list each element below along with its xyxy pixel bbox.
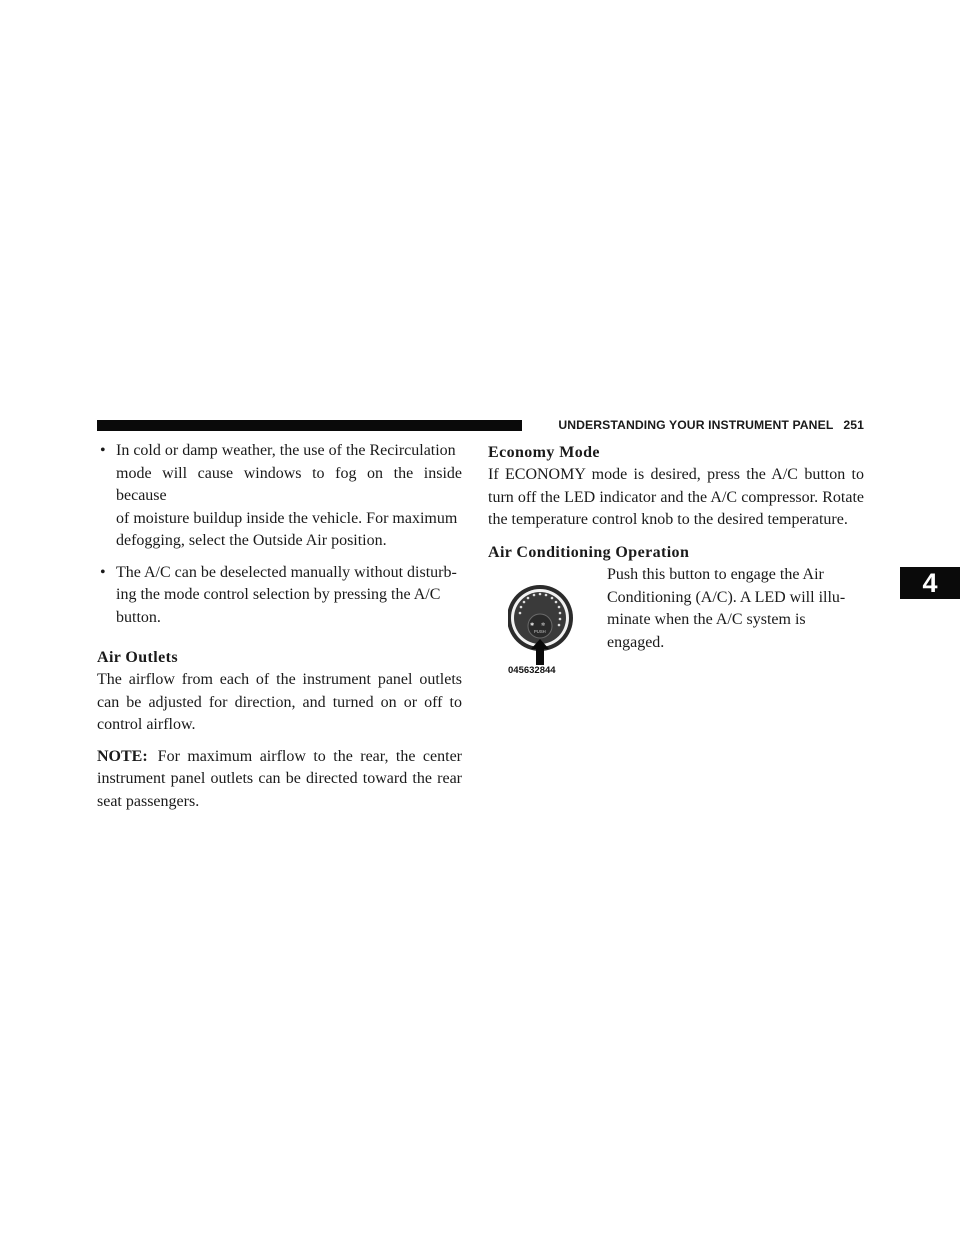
note-paragraph [97, 746, 462, 814]
ac-button-figure [508, 577, 603, 679]
note-label: NOTE: [97, 747, 148, 765]
right-column [488, 442, 864, 564]
left-column [97, 440, 462, 813]
economy-mode-heading: Economy Mode [488, 444, 600, 461]
air-outlets-heading: Air Outlets [97, 649, 178, 666]
bullet-dot-icon: • [100, 563, 106, 581]
page-number: 251 [843, 418, 864, 432]
chapter-tab: 4 [900, 567, 960, 599]
bullet-text: The A/C can be deselected manually without disturb- ing the mode control selection by pressing the A/C button. [116, 563, 457, 626]
header-rule-bar [97, 420, 522, 431]
economy-mode-paragraph: If ECONOMY mode is desired, press the A/C button to turn off the LED indicator and the A/C compressor. Rotate the temperature control knob to the desired temperature. [488, 466, 864, 528]
ac-knob-illustration [508, 577, 603, 665]
section-title: UNDERSTANDING YOUR INSTRUMENT PANEL [558, 418, 834, 432]
note-text: For maximum airflow to the rear, the center instrument panel outlets can be directed toward the rear seat passengers. [97, 747, 462, 810]
ac-snowflake-icon: ✱ [530, 622, 535, 628]
bullet-dot-icon: • [100, 442, 106, 459]
ac-operation-heading: Air Conditioning Operation [488, 543, 690, 561]
figure-caption: 045632844 [508, 665, 556, 676]
air-outlets-paragraph: The airflow from each of the instrument panel outlets can be adjusted for direction, and turned on or off to control airflow. [97, 671, 462, 733]
ac-operation-paragraph: Push this button to engage the Air Conditioning (A/C). A LED will illu- minate when the A/C system is engaged. [607, 566, 846, 651]
running-header [530, 418, 864, 432]
bullet-text: In cold or damp weather, the use of the Recirculation mode will cause windows to fog on the inside because of moisture buildup inside the vehicle. For maximum defogging, select the Outside Air position. [116, 442, 462, 549]
push-label: PUSH [534, 629, 546, 634]
fan-icon: ✲ [541, 622, 546, 628]
bullet-item-ac-deselect [97, 562, 462, 630]
bullet-item-recirculation [97, 440, 462, 553]
